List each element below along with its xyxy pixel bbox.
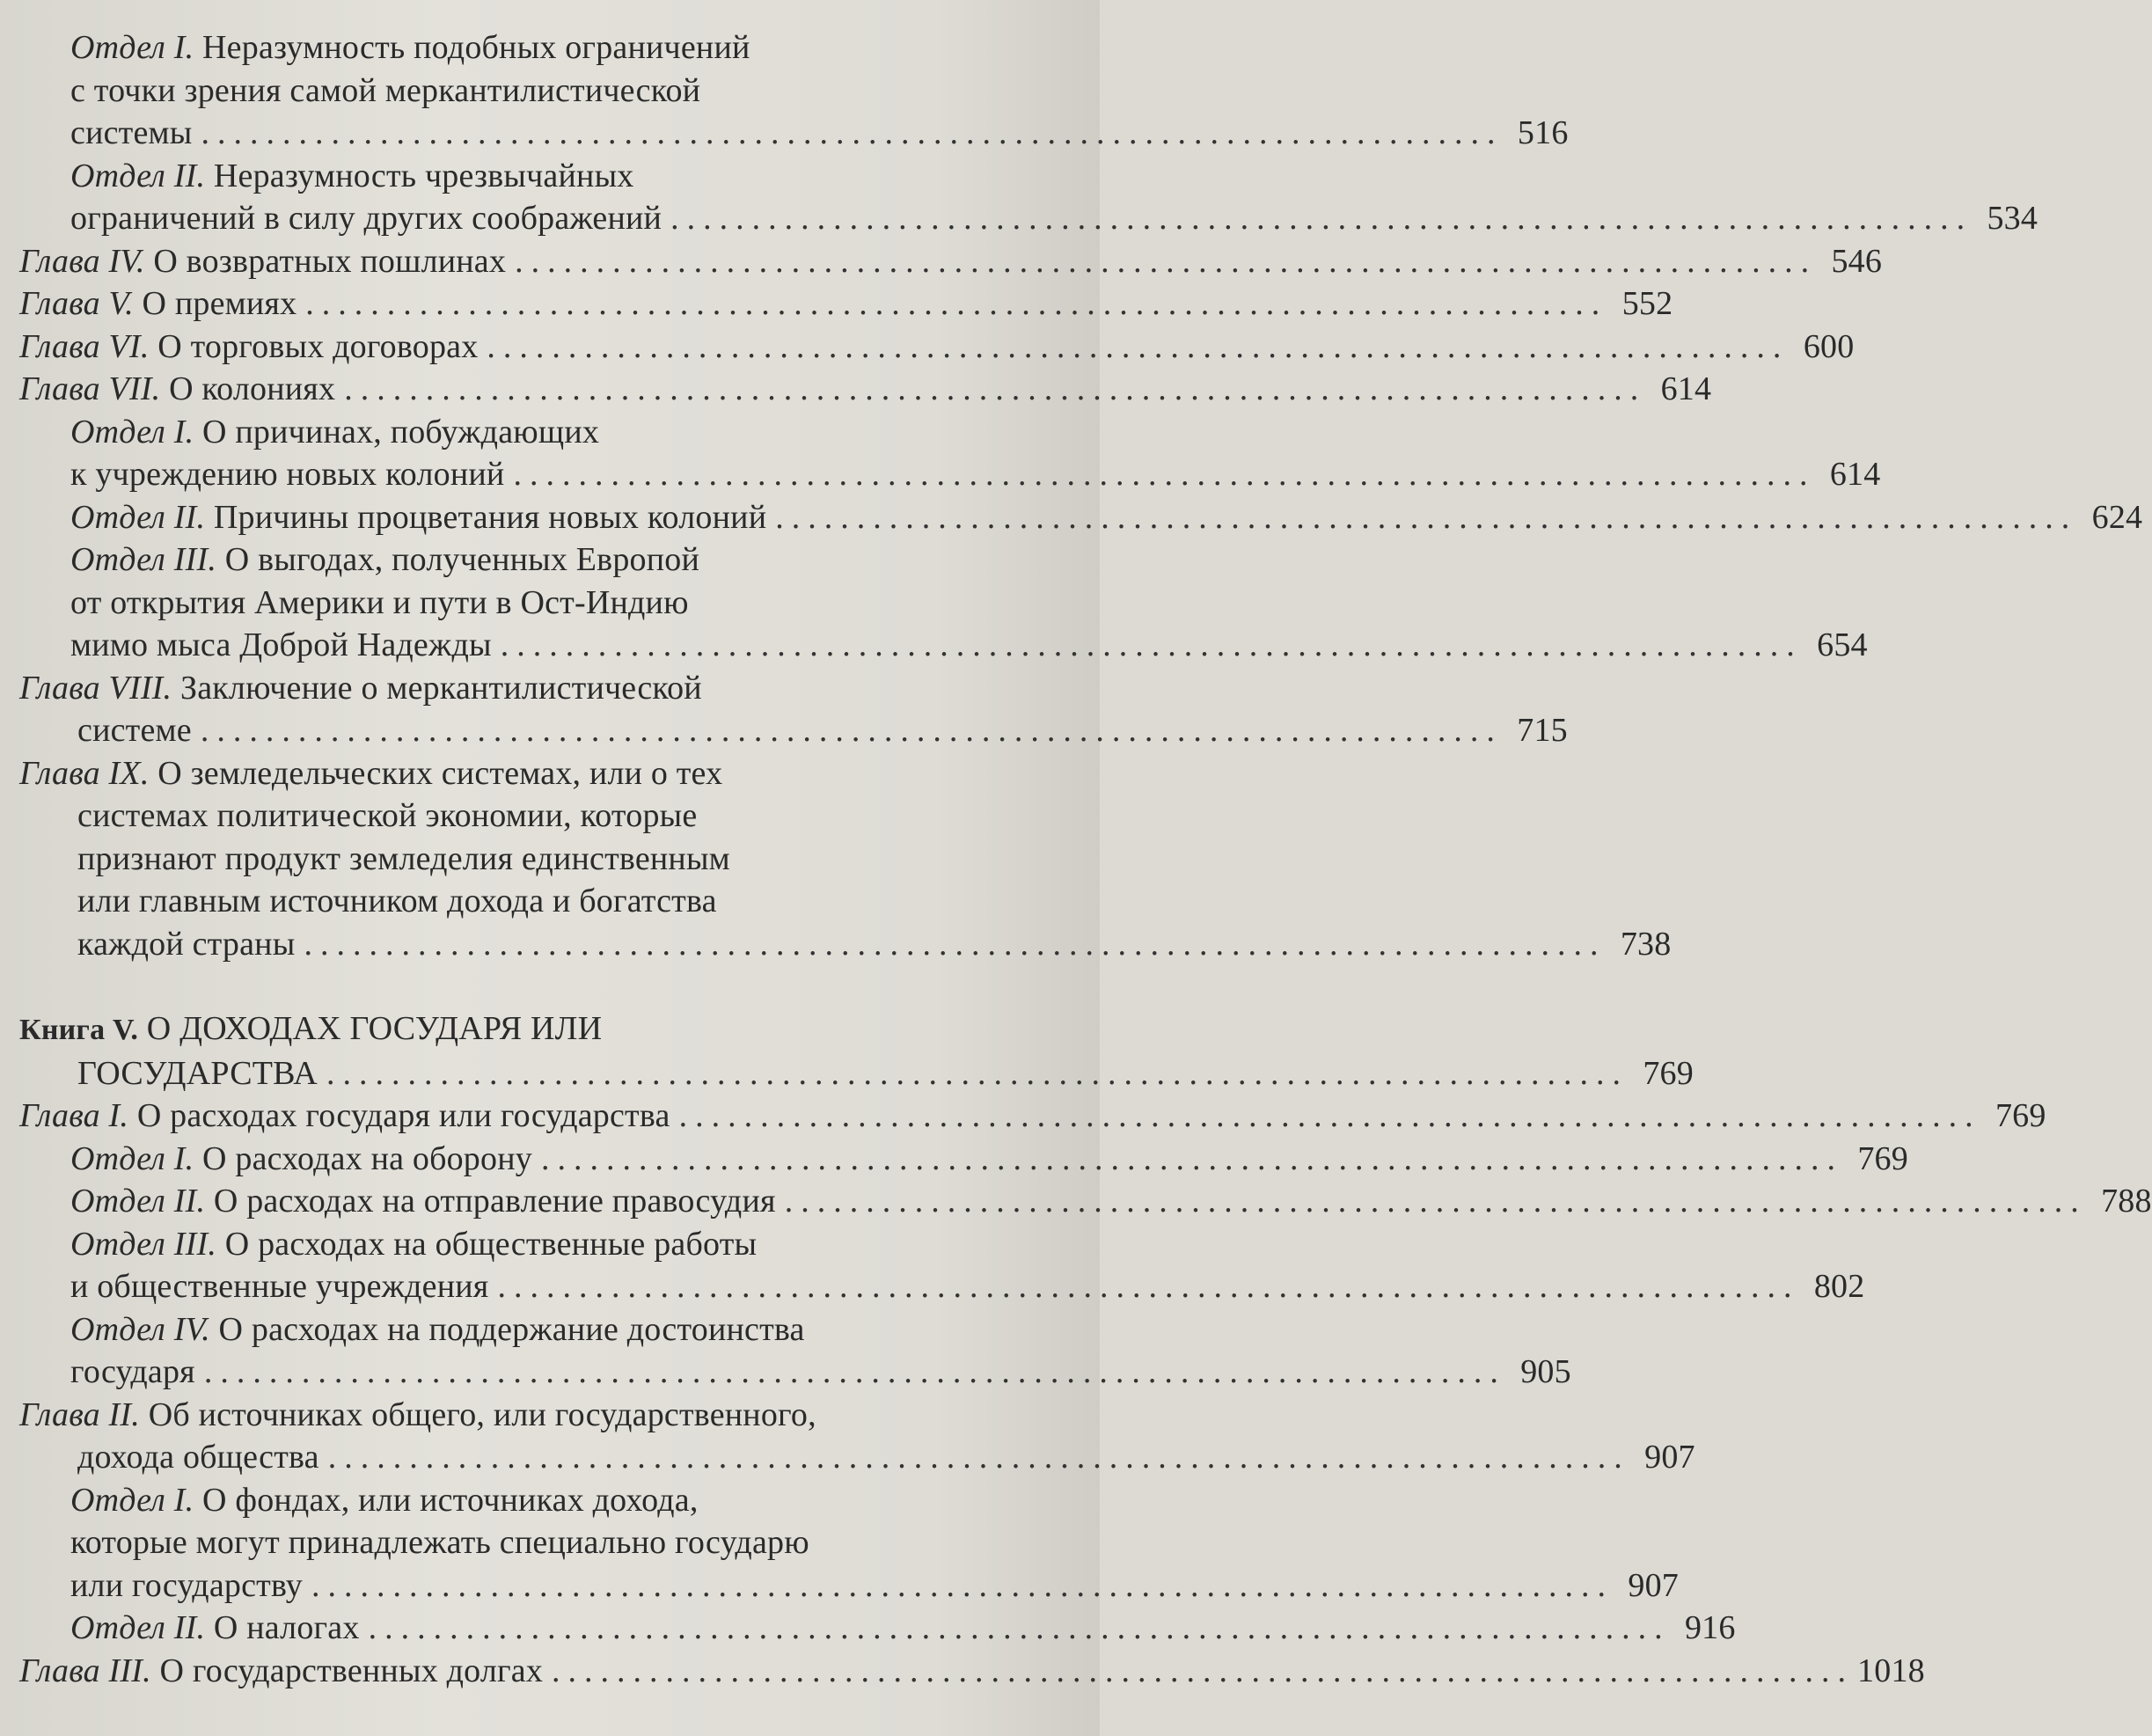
toc-line <box>70 582 1100 625</box>
toc-section-entry[interactable] <box>70 1138 1908 1181</box>
toc-entry-title: О премиях <box>142 285 297 322</box>
page-number: 907 <box>1644 1439 1695 1476</box>
toc-line-text <box>70 584 689 621</box>
toc-line <box>70 112 1569 155</box>
toc-entry-title: О выгодах, полученных Европой <box>224 541 700 578</box>
toc-entry-label: Книга V. <box>19 1014 139 1046</box>
toc-line-text <box>70 453 504 496</box>
toc-line-text <box>77 1436 319 1479</box>
toc-line <box>19 1394 1100 1437</box>
page-number: 916 <box>1684 1609 1736 1646</box>
toc-line <box>70 1351 1571 1394</box>
toc-entry-title: признают продукт земледелия единственным <box>77 839 730 877</box>
dot-leader: ................................................................................ <box>775 498 2078 536</box>
toc-entry-title: системах политической экономии, которые <box>77 797 698 834</box>
dot-leader: ................................................................................ <box>497 1268 1800 1305</box>
toc-line-text <box>70 414 599 450</box>
toc-entry-label: Глава VI. <box>19 327 150 365</box>
toc-entry-title: О торговых договорах <box>157 327 479 365</box>
toc-entry-label: Глава IV. <box>19 242 145 280</box>
toc-line <box>70 624 1868 667</box>
toc-entry-title: Заключение о меркантилистической <box>179 669 702 707</box>
toc-entry-title: О налогах <box>213 1609 360 1646</box>
page-number: 738 <box>1620 925 1672 963</box>
toc-entry-title: О расходах на отправление правосудия <box>213 1183 776 1220</box>
toc-line <box>19 1095 2046 1138</box>
dot-leader: ................................................................................ <box>201 114 1504 151</box>
toc-section-entry[interactable] <box>70 155 2039 240</box>
toc-line-text <box>70 1351 195 1394</box>
toc-entry-title: Причины процветания новых колоний <box>213 498 767 536</box>
page-number: 546 <box>1831 242 1883 280</box>
toc-line-text <box>70 197 662 240</box>
page-number: 907 <box>1628 1566 1680 1604</box>
dot-leader: ................................................................................ <box>368 1609 1671 1646</box>
toc-line <box>70 26 1100 70</box>
page-number: 788 <box>2101 1183 2152 1220</box>
dot-leader: ................................................................................ <box>327 1439 1630 1476</box>
toc-line <box>19 923 1672 966</box>
page-number: 905 <box>1520 1353 1571 1390</box>
toc-line <box>70 1521 1100 1564</box>
dot-leader: ................................................................................ <box>500 626 1803 663</box>
toc-entry-title: Неразумность чрезвычайных <box>213 157 634 194</box>
page-number: 802 <box>1813 1268 1865 1305</box>
toc-entry-title: каждой страны <box>77 925 296 963</box>
toc-line <box>19 709 1568 752</box>
toc-entry-title: мимо мыса Доброй Надежды <box>70 626 492 663</box>
toc-line <box>19 880 1100 923</box>
toc-line <box>19 326 1855 369</box>
toc-entry-title: от открытия Америки и пути в Ост-Индию <box>70 583 689 621</box>
toc-entry-label: Глава III. <box>19 1652 151 1689</box>
toc-entry-title: Об источниках общего, или государственного, <box>148 1395 816 1433</box>
table-of-contents <box>0 26 2152 1692</box>
toc-chapter-entry[interactable] <box>19 326 1855 369</box>
toc-entry-title: О расходах на оборону <box>202 1139 532 1177</box>
page-number: 516 <box>1517 114 1569 151</box>
dot-leader: ................................................................................ <box>487 327 1790 365</box>
toc-line-text <box>77 1052 318 1095</box>
toc-line <box>70 70 1100 113</box>
toc-line-text <box>70 1311 805 1348</box>
toc-line <box>19 838 1100 881</box>
toc-line-text <box>70 1564 303 1608</box>
toc-entry-label: Отдел IV. <box>70 1310 210 1348</box>
toc-line <box>70 1180 2152 1223</box>
page-number: 552 <box>1621 285 1673 322</box>
toc-entry-title: к учреждению новых колоний <box>70 456 505 493</box>
toc-entry-title: О колониях <box>169 370 336 407</box>
toc-entry-title: с точки зрения самой меркантилистической <box>70 71 701 109</box>
toc-chapter-entry[interactable] <box>19 667 1568 752</box>
toc-entry-title: или главным источником дохода и богатства <box>77 883 717 919</box>
page-number: 769 <box>1857 1139 1908 1177</box>
toc-line-text <box>77 923 295 966</box>
toc-entry-title: О земледельческих системах, или о тех <box>157 754 723 792</box>
dot-leader: ................................................................................ <box>670 200 1973 237</box>
toc-line <box>70 538 1100 582</box>
page-number: 614 <box>1829 456 1881 493</box>
toc-entry-title: ГОСУДАРСТВА <box>77 1054 318 1092</box>
toc-entry-title: и общественные учреждения <box>70 1268 489 1305</box>
page-number: 769 <box>1643 1054 1694 1092</box>
toc-line <box>19 752 1100 795</box>
toc-section-entry[interactable] <box>70 26 1569 155</box>
toc-book-entry[interactable] <box>19 1007 1694 1095</box>
toc-line-text <box>70 496 766 539</box>
toc-line <box>19 368 1712 411</box>
toc-entry-title: дохода общества <box>77 1439 319 1476</box>
toc-entry-label: Отдел I. <box>70 1139 194 1177</box>
toc-line <box>19 667 1100 710</box>
toc-entry-label: Глава IX. <box>19 754 150 792</box>
toc-line-text <box>19 368 335 411</box>
toc-line <box>70 1607 1736 1650</box>
toc-entry-title: О расходах на поддержание достоинства <box>218 1310 805 1348</box>
page-number: 600 <box>1803 327 1855 365</box>
toc-entry-label: Глава I. <box>19 1097 129 1134</box>
toc-entry-label: Отдел III. <box>70 1225 217 1263</box>
toc-line <box>70 1223 1100 1266</box>
toc-entry-title: системе <box>77 712 192 749</box>
toc-entry-label: Отдел I. <box>70 29 194 66</box>
toc-entry-title: О причинах, побуждающих <box>202 413 600 450</box>
toc-section-entry[interactable] <box>70 1479 1680 1608</box>
toc-entry-label: Отдел I. <box>70 413 194 450</box>
toc-line-text <box>77 797 697 834</box>
page-number: 624 <box>2091 498 2143 536</box>
dot-leader: ................................................................................ <box>311 1566 1614 1604</box>
toc-section-entry[interactable] <box>70 1180 2152 1223</box>
toc-line-text <box>70 72 700 109</box>
dot-leader: ................................................................................ <box>200 712 1503 749</box>
toc-line-text <box>19 1095 670 1138</box>
toc-section-entry[interactable] <box>70 538 1868 667</box>
toc-line-text <box>77 883 717 919</box>
toc-line <box>19 282 1673 326</box>
toc-line-text <box>70 1138 532 1181</box>
toc-line <box>19 240 1883 283</box>
page-number: 715 <box>1517 712 1568 749</box>
dot-leader: ................................................................................ <box>784 1183 2087 1220</box>
toc-chapter-entry[interactable] <box>19 752 1672 966</box>
toc-line-text <box>19 670 702 707</box>
toc-line <box>19 1007 1100 1052</box>
toc-entry-label: Глава VIII. <box>19 669 172 707</box>
page-number: 534 <box>1987 200 2039 237</box>
toc-line-text <box>70 1180 776 1223</box>
page-number: 614 <box>1660 370 1712 407</box>
page-number: 1018 <box>1857 1652 1925 1689</box>
toc-entry-title: О ДОХОДАХ ГОСУДАРЯ ИЛИ <box>146 1010 603 1047</box>
toc-line <box>70 1564 1680 1608</box>
dot-leader: ................................................................................ <box>304 925 1607 963</box>
toc-line-text <box>19 1650 543 1693</box>
dot-leader: ................................................................................ <box>513 456 1816 493</box>
toc-line <box>70 1479 1100 1522</box>
toc-entry-title: которые могут принадлежать специально государю <box>70 1524 809 1561</box>
dot-leader: ................................................................................ <box>515 242 1818 280</box>
toc-entry-label: Глава VII. <box>19 370 161 407</box>
toc-line <box>19 1052 1694 1095</box>
toc-entry-label: Отдел II. <box>70 498 206 536</box>
toc-line <box>70 155 1100 198</box>
toc-entry-label: Отдел II. <box>70 1609 206 1646</box>
dot-leader: ................................................................................ <box>203 1353 1506 1390</box>
toc-entry-label: Отдел II. <box>70 1183 206 1220</box>
toc-line <box>70 411 1100 454</box>
toc-chapter-entry[interactable] <box>19 1394 1695 1479</box>
toc-line-text <box>70 1265 488 1308</box>
toc-entry-title: О государственных долгах <box>159 1652 544 1689</box>
toc-line-text <box>70 1226 757 1263</box>
toc-line <box>70 1265 1865 1308</box>
dot-leader: ................................................................................ <box>678 1097 1981 1134</box>
toc-chapter-entry[interactable] <box>19 368 1712 411</box>
toc-line-text <box>19 240 506 283</box>
dot-leader: ................................................................................ <box>344 370 1647 407</box>
toc-section-entry[interactable] <box>70 496 2143 539</box>
toc-line-text <box>19 326 478 369</box>
toc-entry-title: ограничений в силу других соображений <box>70 200 662 237</box>
toc-section-entry[interactable] <box>70 1308 1571 1394</box>
toc-entry-label: Глава V. <box>19 285 134 322</box>
toc-line-text <box>77 840 730 877</box>
toc-entry-title: или государству <box>70 1566 304 1604</box>
toc-line <box>19 795 1100 838</box>
dot-leader: ................................................................................ <box>305 285 1608 322</box>
toc-line-text <box>70 1607 360 1650</box>
toc-line-text <box>77 709 192 752</box>
toc-line <box>70 453 1881 496</box>
toc-section-entry[interactable] <box>70 1607 1736 1650</box>
toc-chapter-entry[interactable] <box>19 1095 2046 1138</box>
toc-entry-title: Неразумность подобных ограничений <box>202 29 750 66</box>
toc-line-text <box>70 157 634 194</box>
toc-line <box>19 1436 1695 1479</box>
toc-entry-title: О возвратных пошлинах <box>153 242 507 280</box>
toc-line <box>19 1650 1925 1693</box>
toc-chapter-entry[interactable] <box>19 240 1883 283</box>
toc-chapter-entry[interactable] <box>19 1650 1925 1693</box>
toc-entry-title: системы <box>70 114 193 151</box>
toc-line-text <box>70 1524 809 1561</box>
dot-leader: ................................................................................ <box>552 1652 1855 1689</box>
toc-entry-title: О расходах на общественные работы <box>224 1225 758 1263</box>
toc-entry-title: О расходах государя или государства <box>136 1097 670 1134</box>
toc-line-text <box>70 1482 699 1519</box>
toc-entry-title: О фондах, или источниках дохода, <box>202 1481 699 1519</box>
toc-line-text <box>70 112 193 155</box>
toc-chapter-entry[interactable] <box>19 282 1673 326</box>
toc-section-entry[interactable] <box>70 411 1881 496</box>
toc-section-entry[interactable] <box>70 1223 1865 1308</box>
toc-entry-label: Отдел I. <box>70 1481 194 1519</box>
toc-entry-label: Отдел II. <box>70 157 206 194</box>
toc-line <box>70 496 2143 539</box>
page-number: 654 <box>1817 626 1868 663</box>
page-number: 769 <box>1995 1097 2046 1134</box>
toc-entry-title: государя <box>70 1353 195 1390</box>
toc-line <box>70 197 2039 240</box>
toc-entry-label: Глава II. <box>19 1395 140 1433</box>
toc-line-text <box>19 282 296 326</box>
dot-leader: ................................................................................ <box>326 1054 1629 1092</box>
toc-line-text <box>19 1396 816 1433</box>
toc-line <box>70 1138 1908 1181</box>
toc-line-text <box>70 541 699 578</box>
toc-line-text <box>70 29 750 66</box>
toc-line-text <box>70 624 492 667</box>
toc-line <box>70 1308 1100 1351</box>
dot-leader: ................................................................................ <box>540 1139 1843 1177</box>
toc-line-text <box>19 755 722 792</box>
toc-line-text <box>19 1010 602 1047</box>
toc-entry-label: Отдел III. <box>70 541 217 578</box>
